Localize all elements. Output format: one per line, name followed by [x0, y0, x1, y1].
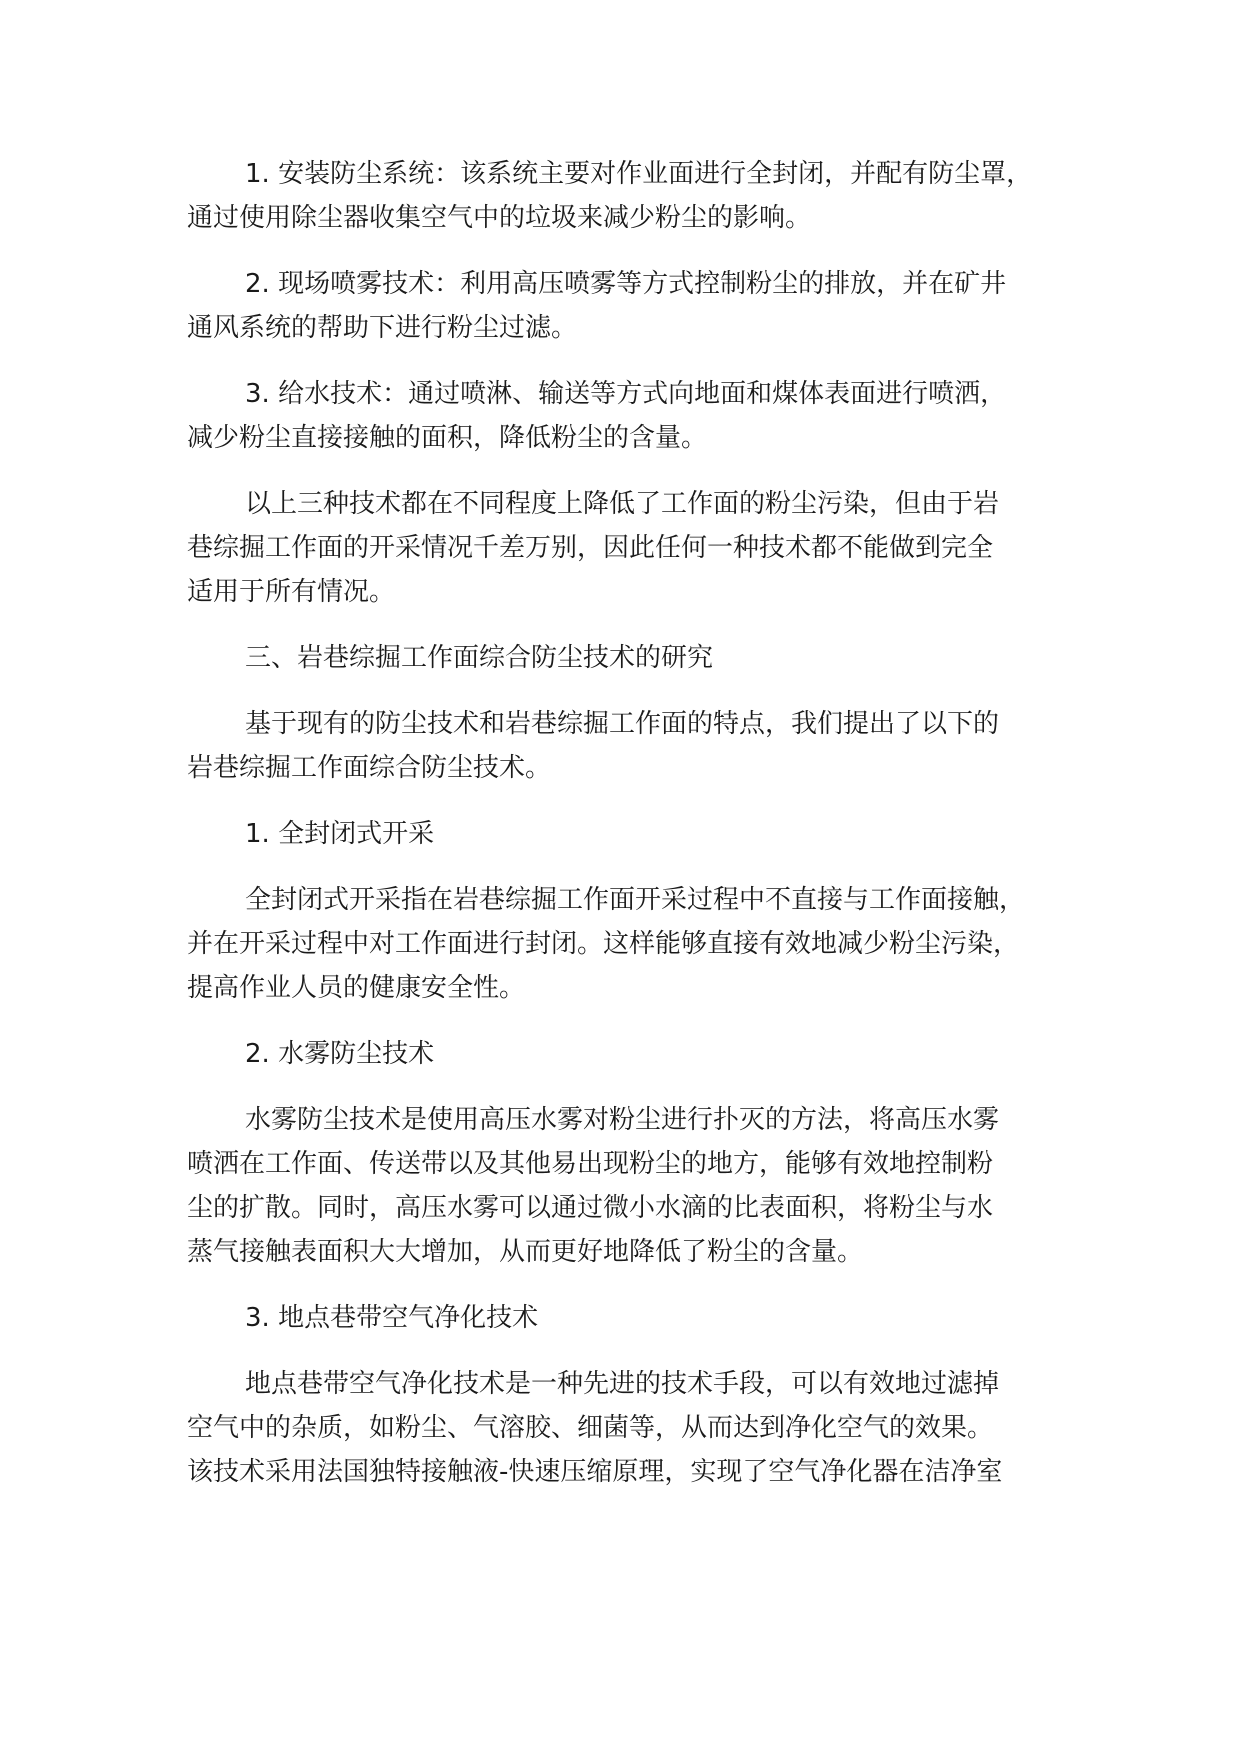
paragraph-line: 空气中的杂质，如粉尘、气溶胶、细菌等，从而达到净化空气的效果。 — [187, 1413, 994, 1443]
paragraph-line: 通过使用除尘器收集空气中的垃圾来减少粉尘的影响。 — [187, 203, 812, 233]
paragraph-line: 巷综掘工作面的开采情况千差万别，因此任何一种技术都不能做到完全 — [187, 533, 994, 563]
paragraph-line: 提高作业人员的健康安全性。 — [187, 973, 526, 1003]
paragraph-line: 1. 安装防尘系统：该系统主要对作业面进行全封闭，并配有防尘罩， — [245, 159, 1033, 189]
paragraph-line: 蒸气接触表面积大大增加，从而更好地降低了粉尘的含量。 — [187, 1237, 864, 1267]
paragraph-line: 水雾防尘技术是使用高压水雾对粉尘进行扑灭的方法，将高压水雾 — [245, 1105, 1000, 1135]
paragraph-intro — [187, 702, 1087, 790]
paragraph-line: 该技术采用法国独特接触液-快速压缩原理，实现了空气净化器在洁净室 — [187, 1457, 1003, 1487]
paragraph-line: 尘的扩散。同时，高压水雾可以通过微小水滴的比表面积，将粉尘与水 — [187, 1193, 994, 1223]
paragraph-dust-system — [187, 152, 1087, 240]
paragraph-summary — [187, 482, 1087, 614]
section-heading-3 — [187, 636, 1087, 680]
subheading-water-mist — [187, 1032, 1087, 1076]
paragraph-line: 以上三种技术都在不同程度上降低了工作面的粉尘污染，但由于岩 — [245, 489, 1000, 519]
paragraph-line: 通风系统的帮助下进行粉尘过滤。 — [187, 313, 578, 343]
subheading-air-purification — [187, 1296, 1087, 1340]
paragraph-line: 2. 现场喷雾技术：利用高压喷雾等方式控制粉尘的排放，并在矿井 — [245, 269, 1007, 299]
paragraph-water-supply — [187, 372, 1087, 460]
paragraph-water-mist — [187, 1098, 1087, 1274]
paragraph-spray-technique — [187, 262, 1087, 350]
subheading-text: 2. 水雾防尘技术 — [245, 1039, 435, 1069]
subheading-full-enclosure — [187, 812, 1087, 856]
paragraph-line: 全封闭式开采指在岩巷综掘工作面开采过程中不直接与工作面接触， — [245, 885, 1026, 915]
document-body — [187, 152, 1087, 1516]
subheading-text: 3. 地点巷带空气净化技术 — [245, 1303, 539, 1333]
paragraph-line: 减少粉尘直接接触的面积，降低粉尘的含量。 — [187, 423, 708, 453]
paragraph-line: 基于现有的防尘技术和岩巷综掘工作面的特点，我们提出了以下的 — [245, 709, 1000, 739]
paragraph-line: 并在开采过程中对工作面进行封闭。这样能够直接有效地减少粉尘污染， — [187, 929, 1020, 959]
paragraph-line: 岩巷综掘工作面综合防尘技术。 — [187, 753, 552, 783]
subheading-text: 1. 全封闭式开采 — [245, 819, 435, 849]
paragraph-full-enclosure — [187, 878, 1087, 1010]
paragraph-line: 地点巷带空气净化技术是一种先进的技术手段，可以有效地过滤掉 — [245, 1369, 1000, 1399]
paragraph-air-purification — [187, 1362, 1087, 1494]
paragraph-line: 适用于所有情况。 — [187, 577, 396, 607]
paragraph-line: 喷洒在工作面、传送带以及其他易出现粉尘的地方，能够有效地控制粉 — [187, 1149, 994, 1179]
section-heading-text: 三、岩巷综掘工作面综合防尘技术的研究 — [245, 643, 714, 673]
paragraph-line: 3. 给水技术：通过喷淋、输送等方式向地面和煤体表面进行喷洒， — [245, 379, 1007, 409]
